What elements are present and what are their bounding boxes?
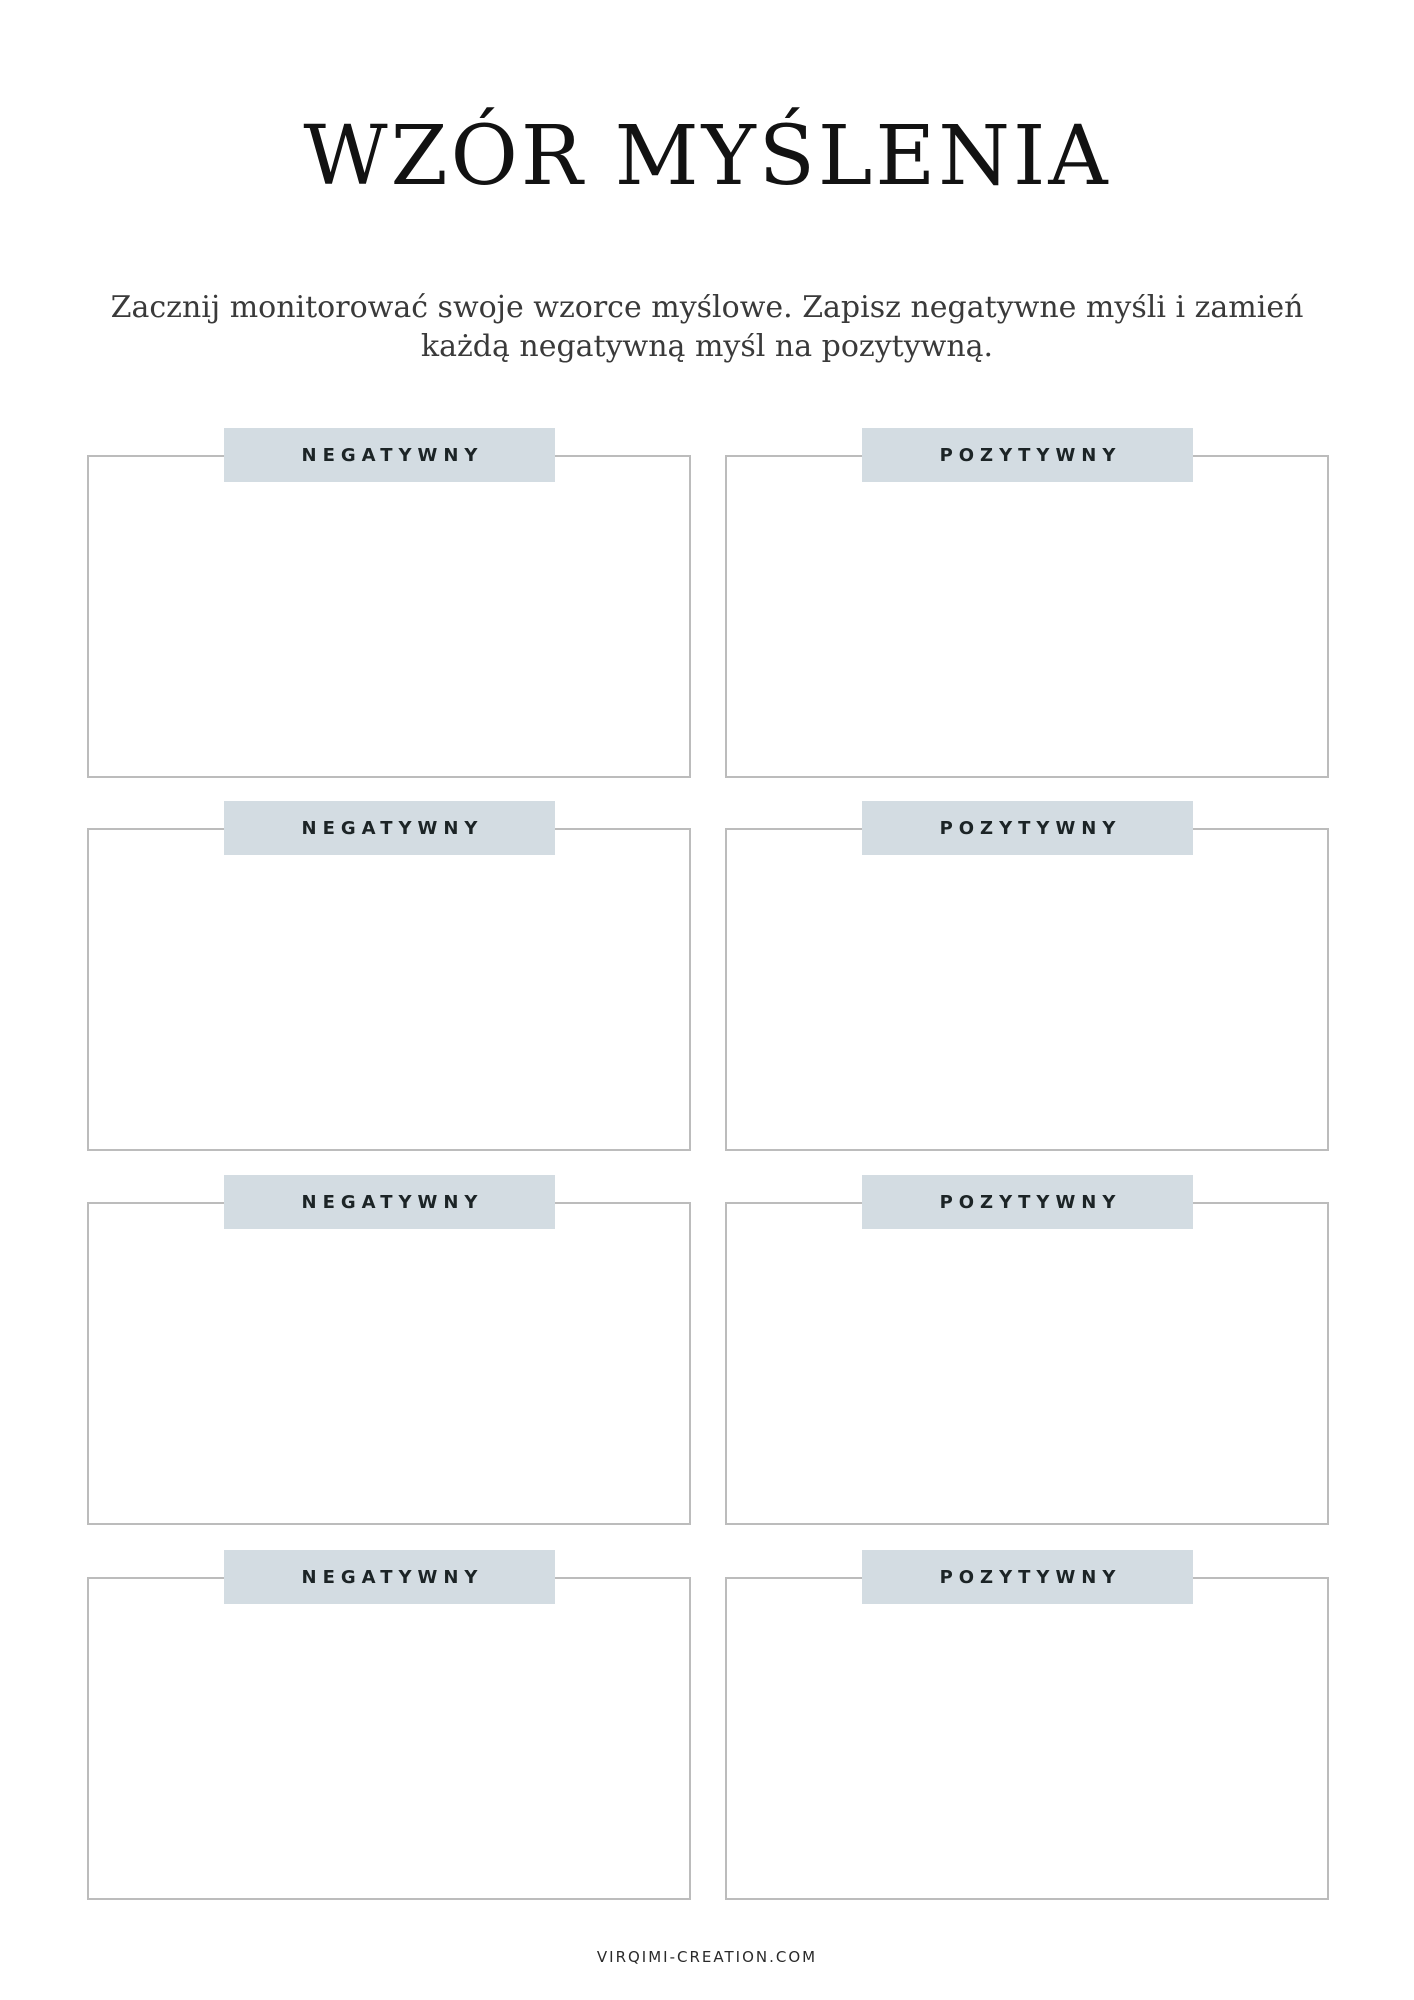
positive-label: POZYTYWNY [862,428,1193,482]
intro-line-1: Zacznij monitorować swoje wzorce myślowe. Zapisz negatywne myśli i zamień [110,290,1304,325]
footer-website: VIRQIMI-CREATION.COM [596,1948,818,1966]
negative-label: NEGATYWNY [224,428,555,482]
positive-label: POZYTYWNY [862,1550,1193,1604]
positive-label: POZYTYWNY [862,801,1193,855]
positive-label: POZYTYWNY [862,1175,1193,1229]
positive-thought-box[interactable] [725,1191,1329,1525]
negative-thought-box[interactable] [87,444,691,778]
positive-thought-box[interactable] [725,444,1329,778]
negative-label: NEGATYWNY [224,1550,555,1604]
positive-thought-box[interactable] [725,817,1329,1151]
negative-thought-box[interactable] [87,817,691,1151]
page-title: WZÓR MYŚLENIA [303,109,1111,204]
negative-thought-box[interactable] [87,1566,691,1900]
negative-thought-box[interactable] [87,1191,691,1525]
negative-label: NEGATYWNY [224,801,555,855]
positive-thought-box[interactable] [725,1566,1329,1900]
intro-line-2: każdą negatywną myśl na pozytywną. [420,329,994,364]
negative-label: NEGATYWNY [224,1175,555,1229]
